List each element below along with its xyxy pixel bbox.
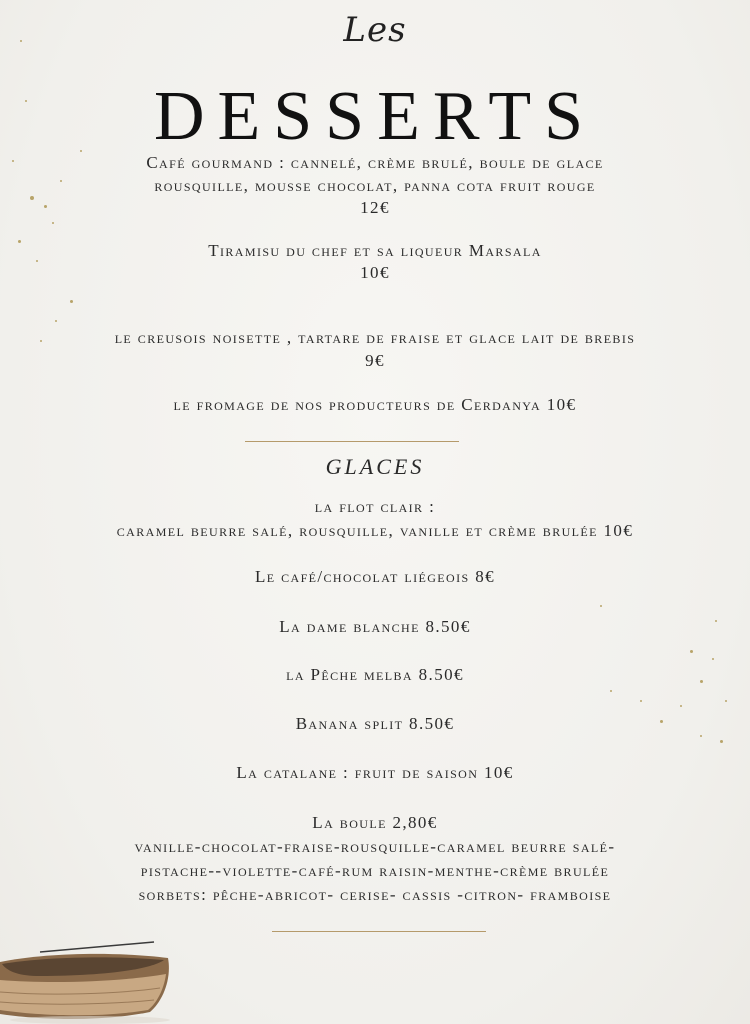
glace-item-line: pistache--violette-café-rum raisin-menthe-crème brulée: [140, 861, 610, 880]
dessert-item-price: 9€: [365, 351, 385, 370]
glace-item-line: la flot clair :: [314, 497, 436, 516]
glace-item-line: caramel beurre salé, rousquille, vanille et crème brulée 10€: [116, 521, 634, 540]
dessert-item-line: rousquille, mousse chocolat, panna cota fruit rouge: [154, 176, 596, 195]
glace-item-line: La catalane : fruit de saison 10€: [236, 763, 514, 782]
glace-item-line: la Pêche melba 8.50€: [286, 665, 464, 684]
glace-item-line: La boule 2,80€: [312, 813, 438, 832]
divider: [245, 441, 459, 442]
glace-item-line: La dame blanche 8.50€: [279, 617, 471, 636]
script-heading: Les: [343, 10, 407, 50]
glace-item-line: sorbets: pêche-abricot- cerise- cassis -citron- framboise: [138, 885, 612, 904]
dessert-item-line: Café gourmand : cannelé, crème brulé, boule de glace: [146, 153, 604, 172]
dessert-item-line: le fromage de nos producteurs de Cerdanya 10€: [173, 395, 577, 414]
glace-item-line: Le café/chocolat liégeois 8€: [254, 567, 496, 586]
dessert-item-price: 10€: [360, 263, 390, 282]
dessert-item-price: 12€: [360, 198, 390, 217]
section-title-glaces: GLACES: [325, 454, 425, 479]
dessert-item-line: Tiramisu du chef et sa liqueur Marsala: [208, 241, 542, 260]
boat-illustration: [0, 940, 180, 1024]
divider: [272, 931, 486, 932]
glace-item-line: Banana split 8.50€: [295, 714, 455, 733]
glace-item-line: vanille-chocolat-fraise-rousquille-caramel beurre salé-: [134, 837, 616, 856]
dessert-item-line: le creusois noisette , tartare de fraise et glace lait de brebis: [114, 328, 636, 347]
page-title: DESSERTS: [153, 78, 597, 155]
